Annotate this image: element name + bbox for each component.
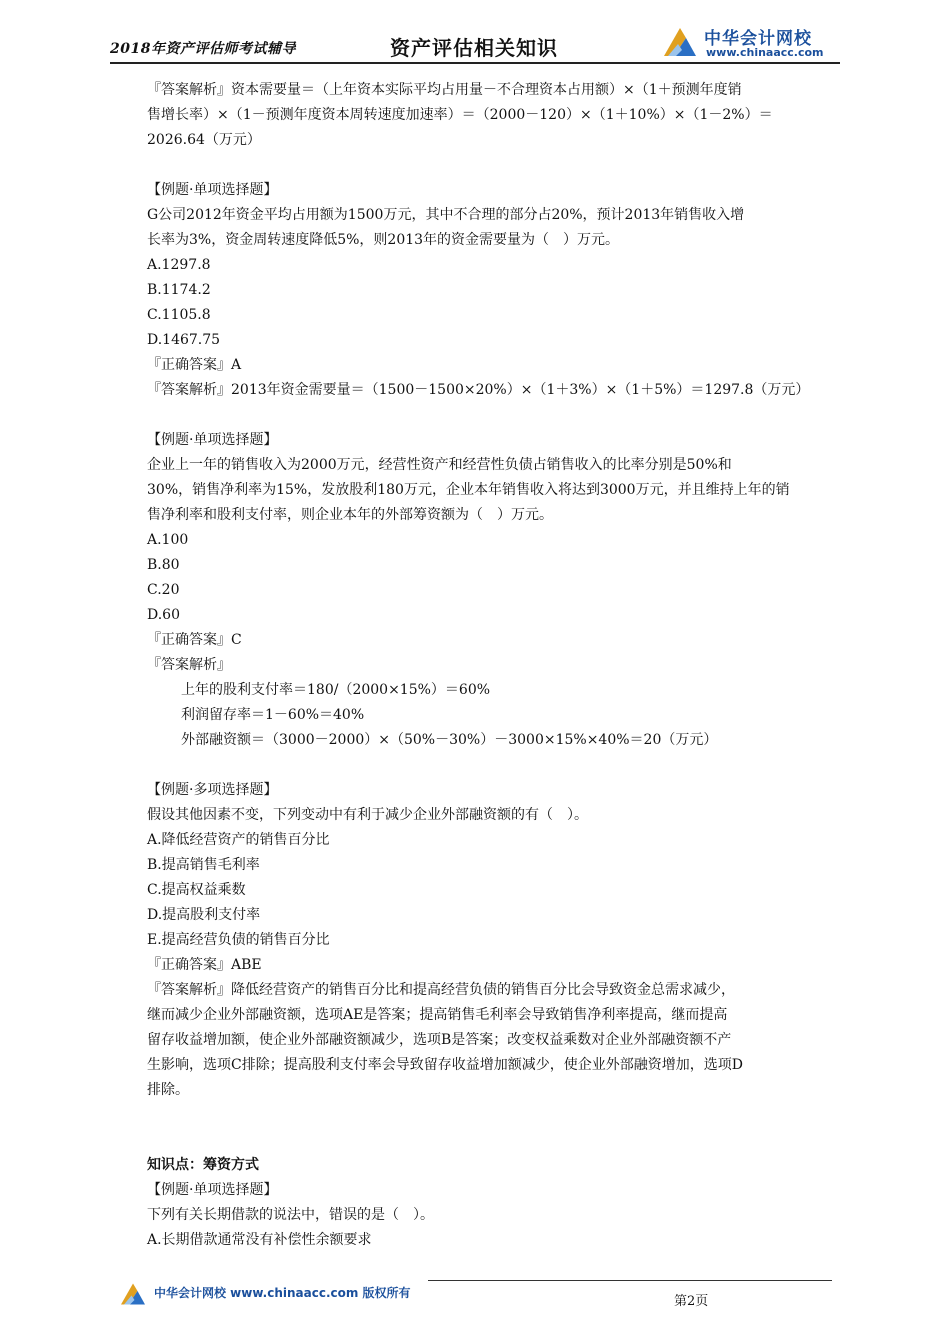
footer-logo-icon [118, 1280, 148, 1308]
analysis-heading: 『答案解析』 [147, 657, 231, 673]
option: B.80 [147, 557, 180, 573]
calculation-line: 外部融资额＝（3000－2000）×（50%－30%）－3000×15%×40%＝20（万元） [181, 732, 718, 748]
logo-url: www.chinaacc.com [706, 46, 824, 59]
option: B.1174.2 [147, 282, 211, 298]
header-subject-title: 资产评估相关知识 [390, 36, 558, 60]
logo-mark-icon [660, 24, 700, 60]
analysis-line: 『答案解析』资本需要量＝（上年资本实际平均占用量－不合理资本占用额）×（1＋预测年度销 [147, 82, 742, 98]
option: A.1297.8 [147, 257, 211, 273]
footer-divider [428, 1280, 832, 1281]
question-heading: 【例题·单项选择题】 [147, 182, 278, 198]
correct-answer: 『正确答案』A [147, 357, 242, 373]
analysis-line: 『答案解析』降低经营资产的销售百分比和提高经营负债的销售百分比会导致资金总需求减少， [147, 982, 735, 998]
analysis-line: 排除。 [147, 1082, 189, 1098]
option: D.60 [147, 607, 180, 623]
option: A.100 [147, 532, 189, 548]
option: A.长期借款通常没有补偿性余额要求 [147, 1232, 372, 1248]
calculation-line: 利润留存率＝1－60%＝40% [181, 707, 365, 723]
question-text: G公司2012年资金平均占用额为1500万元，其中不合理的部分占20%，预计2013年销售收入增 [147, 207, 745, 223]
question-text: 长率为3%，资金周转速度降低5%，则2013年的资金需要量为（ ）万元。 [147, 232, 620, 248]
question-text: 假设其他因素不变，下列变动中有利于减少企业外部融资额的有（ ）。 [147, 807, 588, 823]
option: C.提高权益乘数 [147, 882, 246, 898]
footer-copyright[interactable]: 中华会计网校 www.chinaacc.com 版权所有 [154, 1286, 411, 1300]
correct-answer: 『正确答案』C [147, 632, 242, 648]
option: E.提高经营负债的销售百分比 [147, 932, 330, 948]
logo-brand-name: 中华会计网校 [704, 29, 812, 49]
site-logo[interactable] [660, 22, 840, 62]
header-course-title: 2018年资产评估师考试辅导 [110, 41, 296, 57]
analysis-line: 继而减少企业外部融资额，选项AE是答案；提高销售毛利率会导致销售净利率提高，继而提高 [147, 1007, 728, 1023]
analysis-line: 『答案解析』2013年资金需要量＝（1500－1500×20%）×（1＋3%）×（1＋5%）＝1297.8（万元） [147, 382, 810, 398]
option: A.降低经营资产的销售百分比 [147, 832, 330, 848]
option: D.提高股利支付率 [147, 907, 261, 923]
analysis-line: 留存收益增加额，使企业外部融资额减少，选项B是答案；改变权益乘数对企业外部融资额不产 [147, 1032, 732, 1048]
correct-answer: 『正确答案』ABE [147, 957, 262, 973]
question-text: 售净利率和股利支付率，则企业本年的外部筹资额为（ ）万元。 [147, 507, 553, 523]
document-body [147, 78, 837, 1253]
page-header [110, 18, 840, 66]
question-heading: 【例题·多项选择题】 [147, 782, 278, 798]
question-heading: 【例题·单项选择题】 [147, 432, 278, 448]
option: C.20 [147, 582, 180, 598]
page-footer [118, 1272, 838, 1312]
header-divider [110, 62, 840, 64]
option: B.提高销售毛利率 [147, 857, 260, 873]
option: D.1467.75 [147, 332, 221, 348]
knowledge-point-title: 知识点：筹资方式 [147, 1157, 259, 1173]
page-number: 第2页 [674, 1294, 709, 1309]
question-text: 下列有关长期借款的说法中，错误的是（ ）。 [147, 1207, 434, 1223]
option: C.1105.8 [147, 307, 211, 323]
calculation-line: 上年的股利支付率＝180/（2000×15%）＝60% [181, 682, 491, 698]
question-text: 30%，销售净利率为15%，发放股利180万元，企业本年销售收入将达到3000万元，并且维持上年的销 [147, 482, 790, 498]
question-heading: 【例题·单项选择题】 [147, 1182, 278, 1198]
question-text: 企业上一年的销售收入为2000万元，经营性资产和经营性负债占销售收入的比率分别是50%和 [147, 457, 732, 473]
analysis-line: 售增长率）×（1－预测年度资本周转速度加速率）＝（2000－120）×（1＋10%）×（1－2%）＝ [147, 107, 773, 123]
analysis-line: 生影响，选项C排除；提高股利支付率会导致留存收益增加额减少，使企业外部融资增加，选项D [147, 1057, 743, 1073]
analysis-line: 2026.64（万元） [147, 132, 261, 148]
